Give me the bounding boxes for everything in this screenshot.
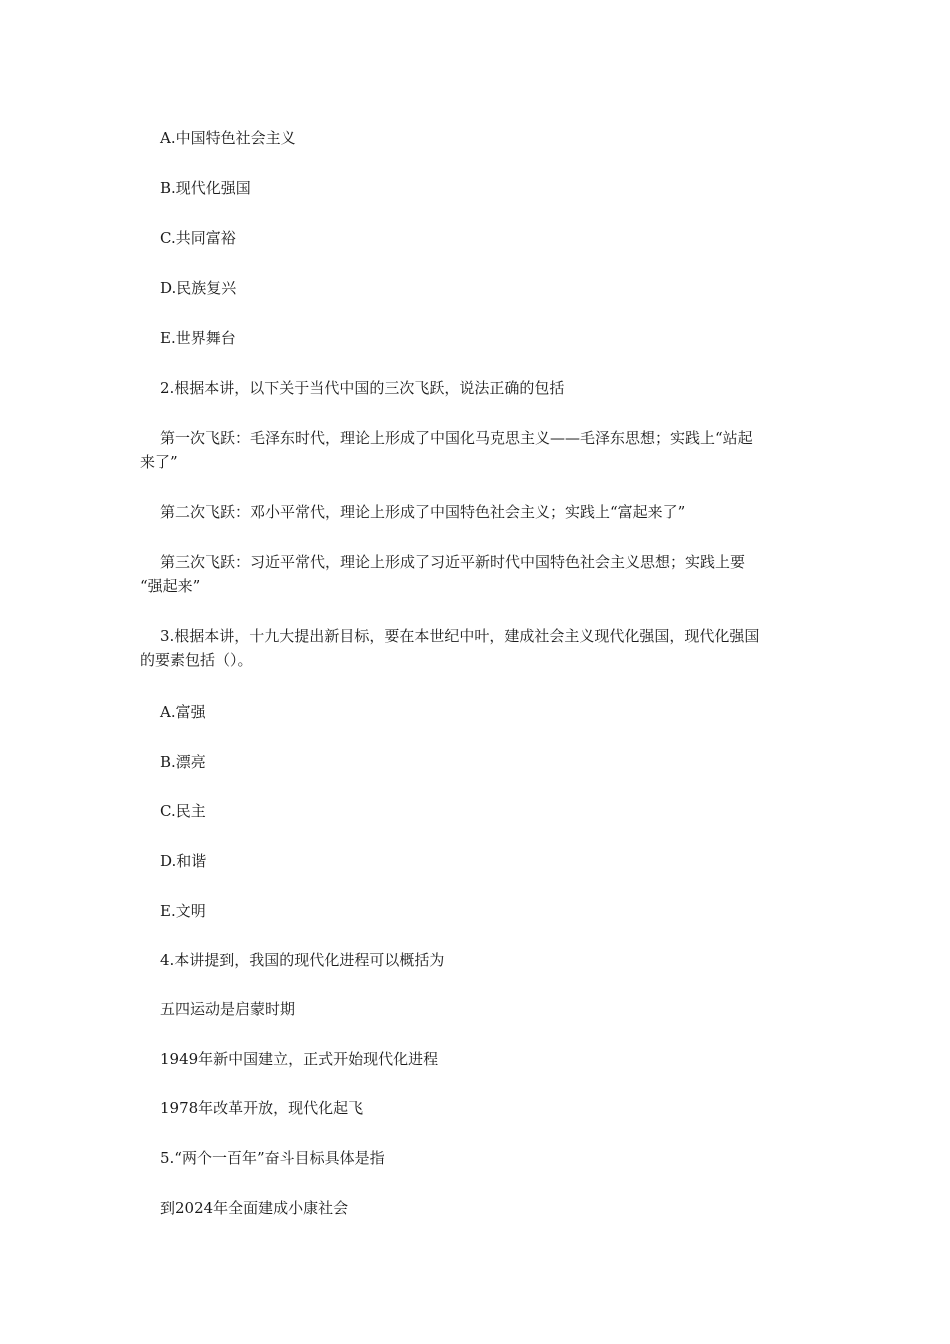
q3-option-c: C.民主 bbox=[160, 802, 206, 820]
q2-leap-2-line-1: 第二次飞跃：邓小平常代，理论上形成了中国特色社会主义；实践上“富起来了” bbox=[160, 503, 686, 521]
q2-leap-1-line-2: 来了” bbox=[140, 453, 178, 471]
q3-question-line-2: 的要素包括（）。 bbox=[140, 651, 253, 669]
q2-leap-1-line-1: 第一次飞跃：毛泽东时代，理论上形成了中国化马克思主义——毛泽东思想；实践上“站起 bbox=[160, 429, 753, 447]
q5-question: 5.“两个一百年”奋斗目标具体是指 bbox=[160, 1149, 385, 1167]
q4-item-1: 五四运动是启蒙时期 bbox=[160, 1000, 296, 1018]
q1-option-d: D.民族复兴 bbox=[160, 279, 237, 297]
q2-leap-3-line-2: “强起来” bbox=[140, 577, 201, 595]
q1-option-e: E.世界舞台 bbox=[160, 329, 236, 347]
q4-item-2: 1949年新中国建立，正式开始现代化进程 bbox=[160, 1050, 439, 1068]
q4-item-3: 1978年改革开放，现代化起飞 bbox=[160, 1099, 364, 1117]
q2-question: 2.根据本讲，以下关于当代中国的三次飞跃，说法正确的包括 bbox=[160, 379, 565, 397]
q3-option-d: D.和谐 bbox=[160, 852, 207, 870]
q3-question-line-1: 3.根据本讲，十九大提出新目标，要在本世纪中叶，建成社会主义现代化强国，现代化强国 bbox=[160, 627, 760, 645]
q5-item-1: 到2024年全面建成小康社会 bbox=[160, 1199, 349, 1217]
q2-leap-1 bbox=[140, 426, 800, 474]
q3-option-e: E.文明 bbox=[160, 902, 206, 920]
q2-leap-3-line-1: 第三次飞跃：习近平常代，理论上形成了习近平新时代中国特色社会主义思想；实践上要 bbox=[160, 553, 746, 571]
q2-leap-2 bbox=[140, 500, 800, 524]
q3-option-a: A.富强 bbox=[160, 703, 206, 721]
q1-option-a: A.中国特色社会主义 bbox=[160, 129, 296, 147]
q2-leap-3 bbox=[140, 550, 800, 598]
q3-question bbox=[140, 624, 800, 672]
q3-option-b: B.漂亮 bbox=[160, 753, 206, 771]
q1-option-b: B.现代化强国 bbox=[160, 179, 251, 197]
q1-option-c: C.共同富裕 bbox=[160, 229, 236, 247]
q4-question: 4.本讲提到，我国的现代化进程可以概括为 bbox=[160, 951, 445, 969]
